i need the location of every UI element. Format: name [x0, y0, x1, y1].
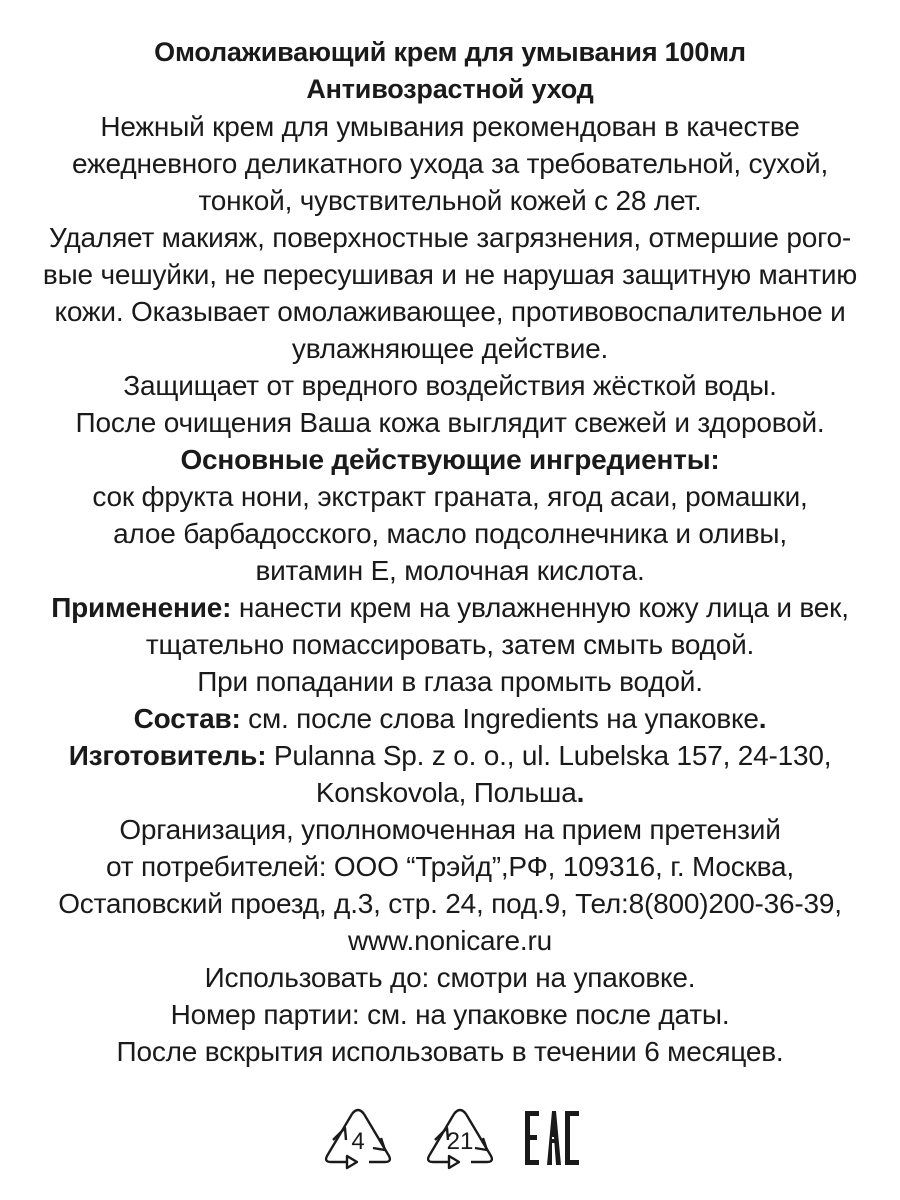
composition-end: . — [758, 703, 767, 734]
usage-warning: При попадании в глаза промыть водой. — [197, 666, 703, 697]
usage-label: Применение: — [51, 592, 232, 623]
organization-line: от потребителей: ООО “Трэйд”,РФ, 109316, г. Москва, — [106, 851, 794, 882]
manufacturer-label: Изготовитель: — [68, 740, 267, 771]
batch-line: Номер партии: см. на упаковке после даты. — [170, 999, 730, 1030]
ingredients-line: сок фрукта нони, экстракт граната, ягод асаи, ромашки, — [92, 481, 808, 512]
description-line: увлажняющее действие. — [291, 333, 609, 364]
recycle-code: 4 — [351, 1128, 365, 1155]
expiry-line: Использовать до: смотри на упаковке. — [204, 962, 696, 993]
manufacturer-line — [0, 774, 900, 811]
manufacturer-text: Pulanna Sp. z o. o., ul. Lubelska 157, 24-130, — [266, 740, 832, 771]
ingredients-line: витамин Е, молочная кислота. — [255, 555, 645, 586]
ingredients-line: алое барбадосского, масло подсолнечника и оливы, — [113, 518, 787, 549]
certification-marks — [0, 1098, 900, 1178]
organization-line: Организация, уполномоченная на прием претензий — [119, 814, 781, 845]
usage-text: нанести крем на увлажненную кожу лица и век, — [231, 592, 849, 623]
organization-website: www.nonicare.ru — [348, 925, 552, 956]
manufacturer-country: Konskovola, Польша — [315, 777, 577, 808]
organization-line: Остаповский проезд, д.3, стр. 24, под.9, Тел:8(800)200-36-39, — [58, 888, 842, 919]
composition-label: Состав: — [133, 703, 241, 734]
composition-text: см. после слова Ingredients на упаковке — [240, 703, 759, 734]
product-title: Омолаживающий крем для умывания 100мл — [154, 37, 746, 67]
eac-mark-icon — [523, 1107, 581, 1169]
recycle-code: 21 — [446, 1128, 474, 1155]
manufacturer-end: . — [576, 777, 585, 808]
recycle-triangle-icon — [421, 1104, 499, 1172]
product-subtitle: Антивозрастной уход — [306, 74, 594, 104]
description-line: Защищает от вредного воздействия жёсткой воды. — [123, 370, 777, 401]
label-text-block — [0, 34, 900, 1070]
description-line: Нежный крем для умывания рекомендован в качестве — [100, 111, 800, 142]
description-line: После очищения Ваша кожа выглядит свежей и здоровой. — [75, 407, 825, 438]
description-line: вые чешуйки, не пересушивая и не нарушая защитную мантию — [42, 259, 858, 290]
description-line: ежедневного деликатного ухода за требовательной, сухой, — [71, 148, 829, 179]
ingredients-heading: Основные действующие ингредиенты: — [180, 444, 720, 475]
recycle-triangle-icon — [319, 1104, 397, 1172]
description-line: Удаляет макияж, поверхностные загрязнения, отмершие рого- — [49, 222, 851, 253]
composition-line — [0, 700, 900, 737]
description-line: тонкой, чувствительной кожей с 28 лет. — [198, 185, 702, 216]
description-line: кожи. Оказывает омолаживающее, противовоспалительное и — [54, 296, 846, 327]
after-opening-line: После вскрытия использовать в течении 6 месяцев. — [116, 1036, 784, 1067]
manufacturer-line — [0, 737, 900, 774]
usage-line: тщательно помассировать, затем смыть водой. — [145, 629, 755, 660]
usage-line — [0, 589, 900, 626]
